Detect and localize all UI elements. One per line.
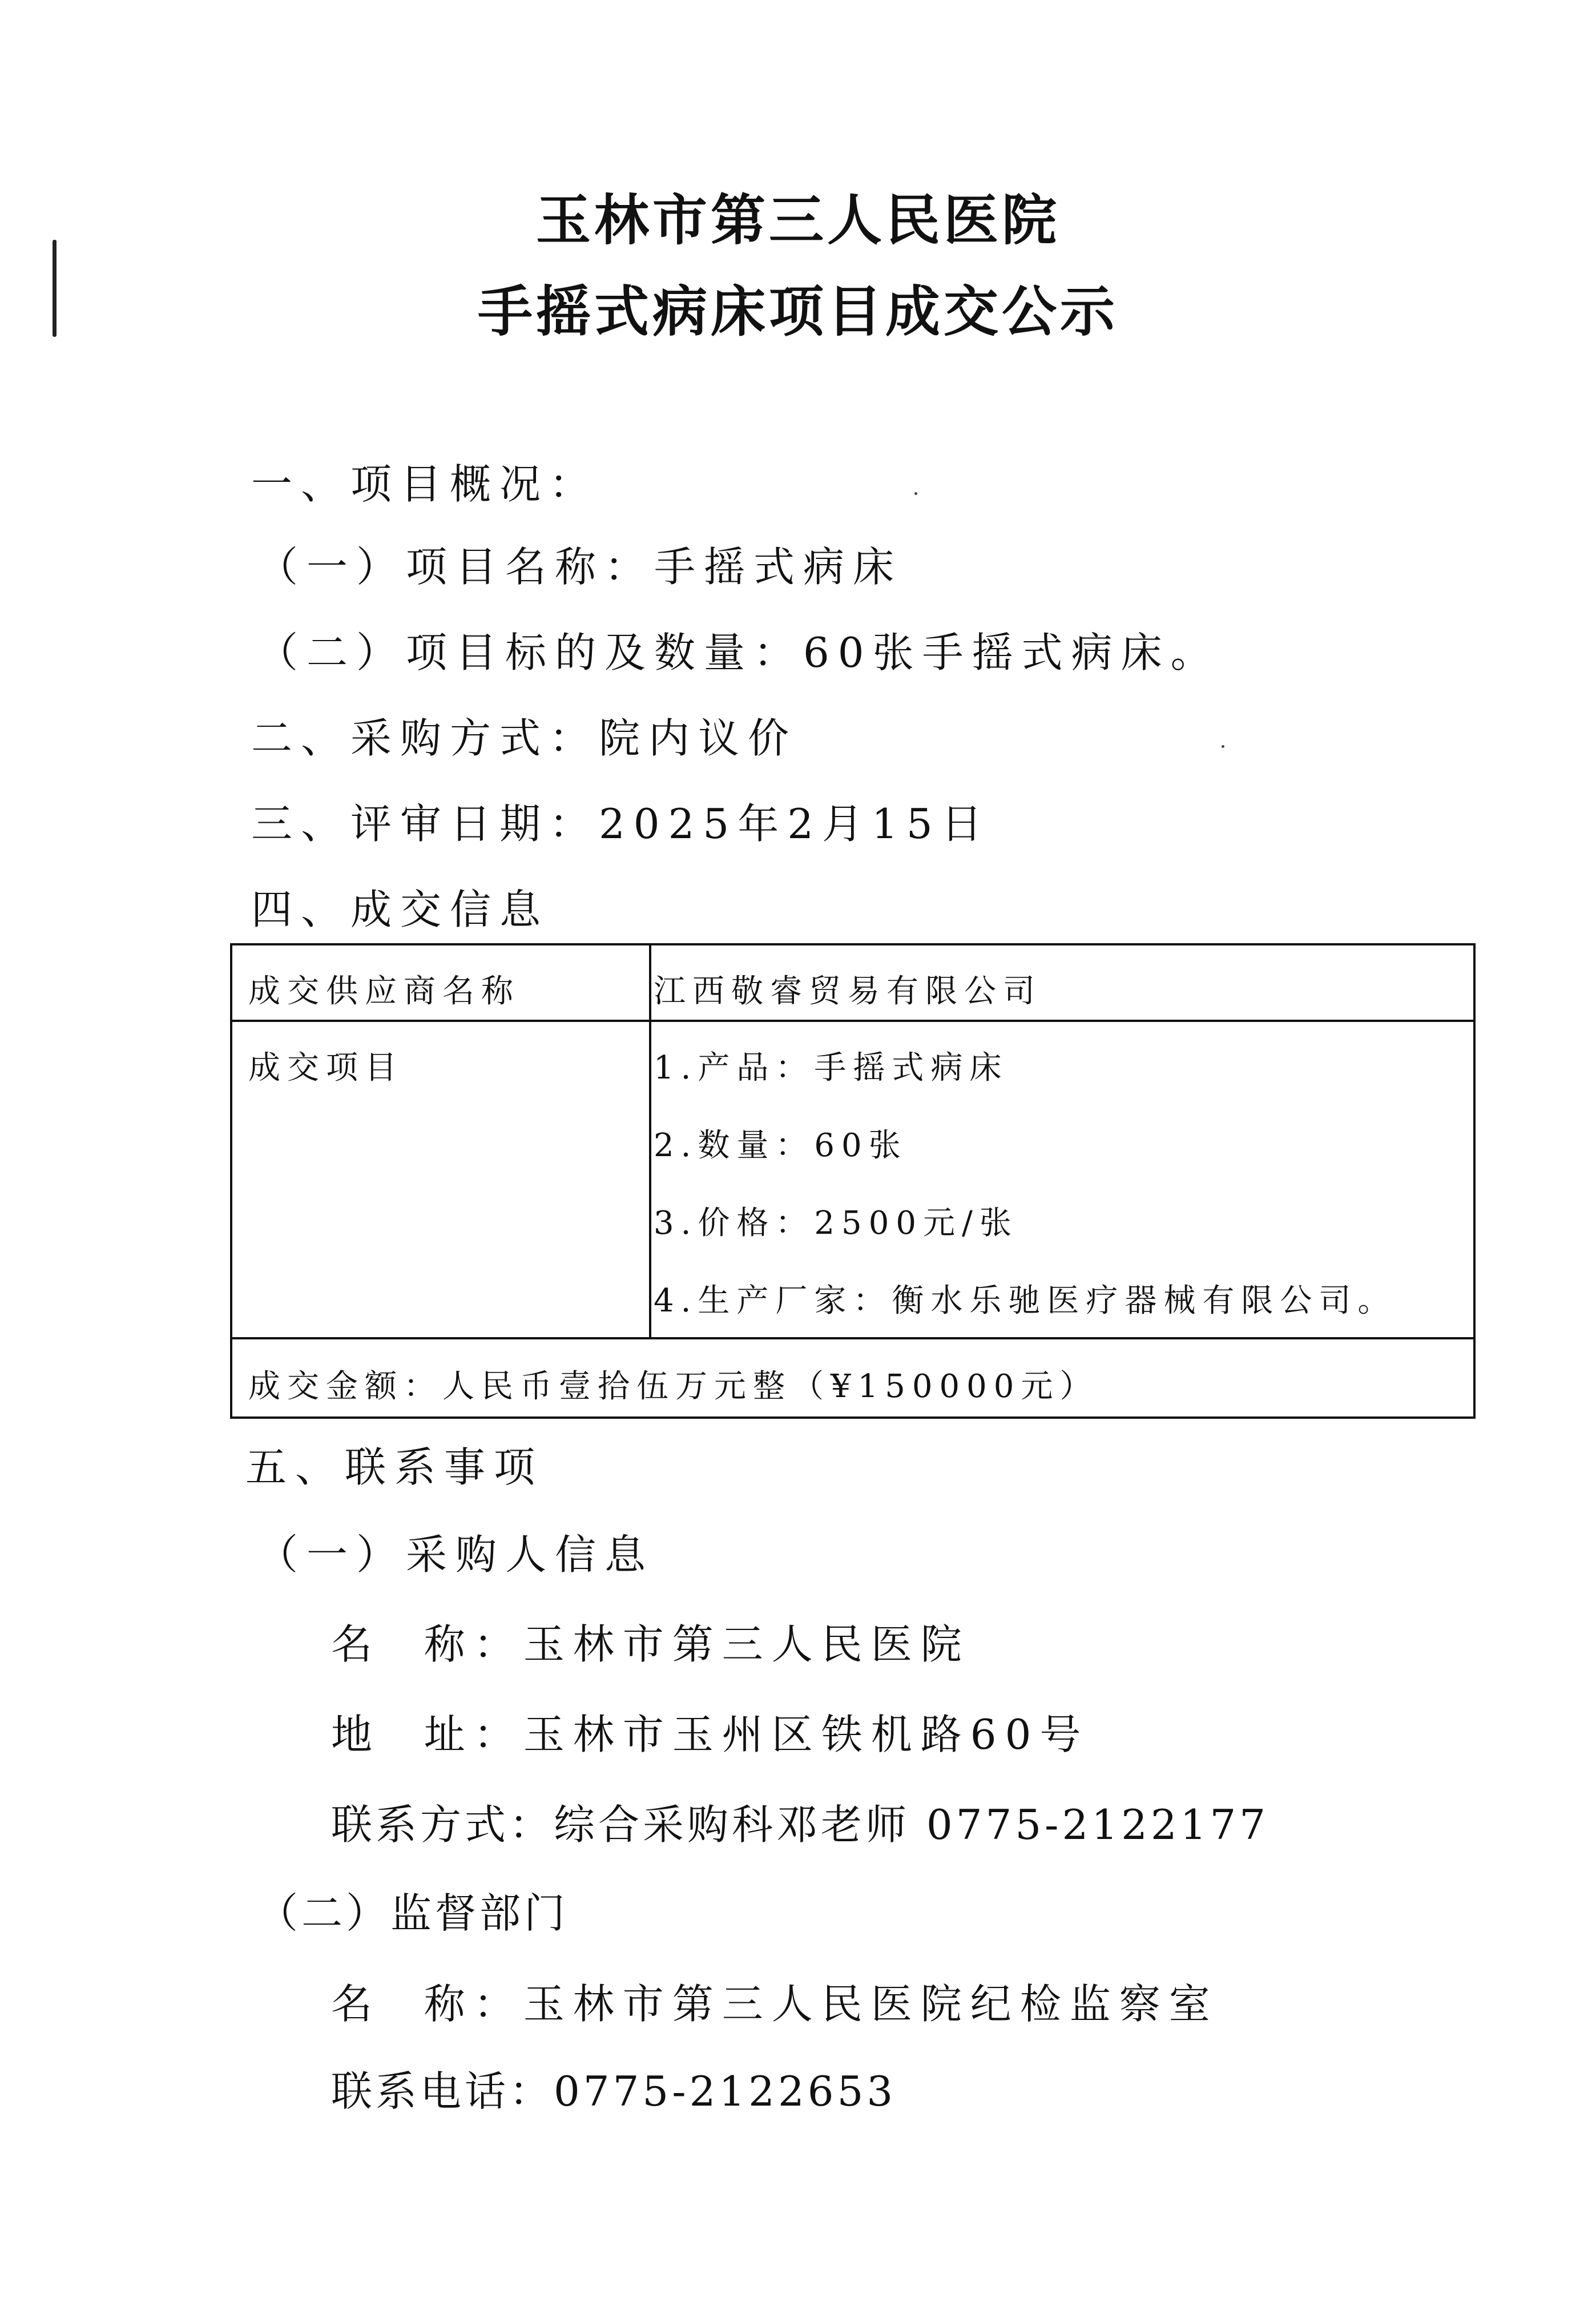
buyer-name-line: 名 称：玉林市第三人民医院 — [331, 1620, 970, 1668]
scan-speck — [1222, 745, 1224, 748]
table-column-divider — [649, 945, 651, 1339]
supplier-label-cell: 成交供应商名称 — [248, 973, 520, 1010]
deal-amount-cell: 成交金额：人民币壹拾伍万元整（¥150000元） — [248, 1368, 1099, 1405]
item-quantity: 2.数量：60张 — [654, 1127, 908, 1164]
scan-speck — [914, 492, 917, 495]
buyer-heading: （一）采购人信息 — [257, 1531, 655, 1579]
deal-info-table — [230, 943, 1476, 1419]
supervisor-heading: （二）监督部门 — [257, 1889, 569, 1937]
project-name-line: （一）项目名称：手摇式病床 — [257, 543, 903, 591]
buyer-address-line: 地 址：玉林市玉州区铁机路60号 — [331, 1711, 1090, 1758]
table-row-divider — [232, 1020, 1473, 1022]
table-row-divider — [232, 1337, 1473, 1339]
buyer-contact-line: 联系方式：综合采购科邓老师 0775-2122177 — [331, 1801, 1269, 1849]
overview-heading: 一、项目概况： — [251, 460, 599, 508]
supervisor-name-line: 名 称：玉林市第三人民医院纪检监察室 — [331, 1980, 1219, 2028]
review-date-line: 三、评审日期：2025年2月15日 — [251, 800, 991, 848]
deal-info-heading: 四、成交信息 — [251, 886, 550, 933]
purchase-method-line: 二、采购方式：院内议价 — [251, 714, 798, 762]
item-price: 3.价格：2500元/张 — [654, 1205, 1018, 1242]
contact-heading: 五、联系事项 — [245, 1443, 544, 1491]
items-label-cell: 成交项目 — [248, 1049, 404, 1086]
project-subject-line: （二）项目标的及数量：60张手摇式病床。 — [257, 629, 1220, 677]
item-manufacturer: 4.生产厂家：衡水乐驰医疗器械有限公司。 — [654, 1282, 1397, 1319]
document-title-line-1: 玉林市第三人民医院 — [536, 188, 1060, 252]
supplier-value-cell: 江西敬睿贸易有限公司 — [654, 973, 1042, 1010]
supervisor-phone-line: 联系电话：0775-2122653 — [331, 2067, 897, 2115]
item-product: 1.产品：手摇式病床 — [654, 1049, 1009, 1086]
document-title-line-2: 手摇式病床项目成交公示 — [478, 280, 1118, 344]
